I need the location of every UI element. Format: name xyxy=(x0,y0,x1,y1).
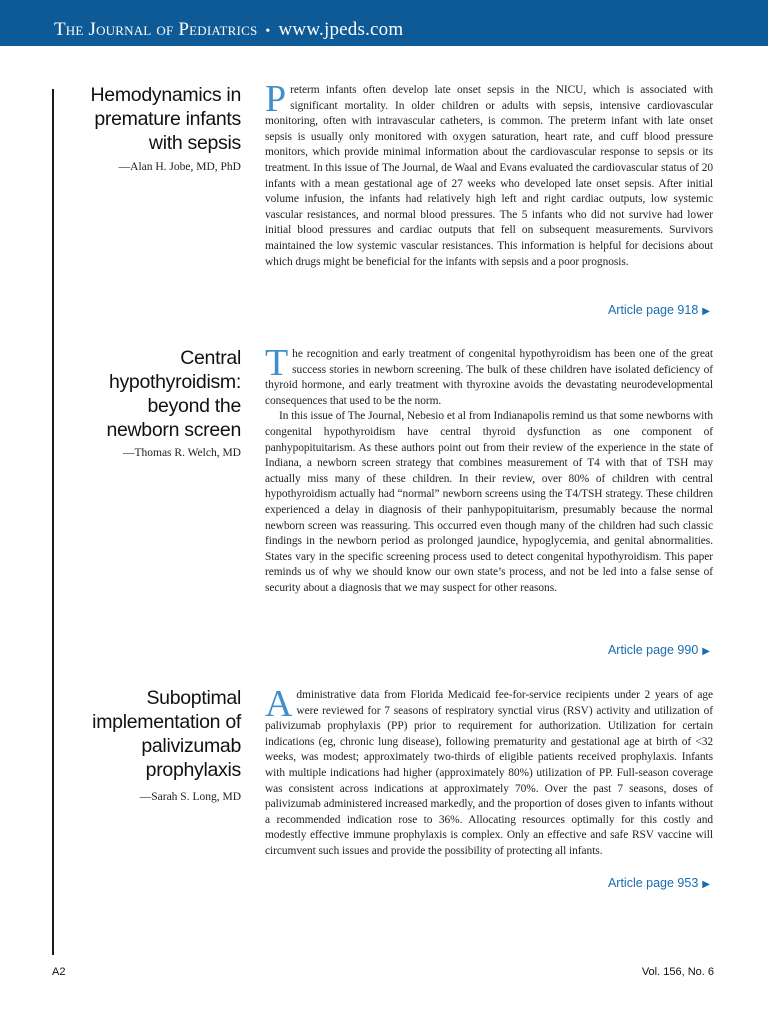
title-line: implementation of xyxy=(92,711,241,733)
article-title xyxy=(71,686,241,782)
volume-issue: Vol. 156, No. 6 xyxy=(641,966,714,978)
title-line: hypothyroidism: xyxy=(108,371,241,393)
article-body xyxy=(265,342,713,597)
title-line: Central xyxy=(180,347,241,369)
title-line: palivizumab xyxy=(141,735,241,757)
journal-name: The Journal of Pediatrics xyxy=(54,19,258,40)
header-separator: • xyxy=(265,24,271,39)
title-line: Hemodynamics in xyxy=(90,84,241,106)
paragraph: dministrative data from Florida Medicaid fee-for-service recipients under 2 years of age were reviewed for 7 seasons of respiratory synctial virus (RSV) activity and utilization of palivizumab prophylaxis (PP) prior to requirement for authorization. Utilization for certain indications (eg, chronic lung disease), following prematurity and gestational age at birth of <32 weeks, was modest; approximately two-thirds of eligible patients received prophylaxis. Infants with multiple indications had higher (approximately 80%) utilization of PP. Full-season coverage was consistent across indications at approximately 70%. Over the past 7 seasons, doses of palivizumab administered increased markedly, and the proportion of doses given to infants without a recommended indication rose to 36%. Allocating resources optimally for this costly and modestly effective immune prophylaxis is complex. Only an effective and safe RSV vaccine will circumvent such issues and provide the possibility of protecting all infants. xyxy=(265,689,713,857)
title-line: prophylaxis xyxy=(145,759,241,781)
article-page-label: Article page 990 xyxy=(607,643,699,657)
article-title xyxy=(71,346,241,442)
article-byline: —Alan H. Jobe, MD, PhD xyxy=(118,161,241,173)
drop-cap: P xyxy=(265,78,287,120)
article-page-link[interactable] xyxy=(608,303,710,317)
page-number: A2 xyxy=(52,966,66,978)
title-line: beyond the xyxy=(147,395,241,417)
article-page-link[interactable] xyxy=(608,876,710,890)
paragraph: he recognition and early treatment of congenital hypothyroidism has been one of the great success stories in newborn screening. The bulk of these children have isolated deficiency of thyroid hormone, and early treatment with thyroxine avoids the devastating neurodevelopmental consequences that used to be the norm. xyxy=(265,348,713,407)
article-page-label: Article page 953 xyxy=(607,876,699,890)
title-line: with sepsis xyxy=(148,132,241,154)
paragraph: reterm infants often develop late onset sepsis in the NICU, which is associated with significant mortality. In older children or adults with sepsis, intensive cardiovascular monitoring, often with intravascular catheters, is common. The preterm infant with late onset sepsis is usually only monitored with oxygen saturation, heart rate, and cuff blood pressure monitors, which provide minimal information about the cardiovascular response to sepsis or its treatment. In this issue of The Journal, de Waal and Evans evaluated the cardiovascular status of 20 infants with a mean gestational age of 27 weeks who developed late onset sepsis. After initial volume infusion, the infants had relatively high left and right cardiac outputs, low systemic vascular resistances, and normal blood pressures. The 5 infants who did not survive had lower initial blood pressures and cardiac outputs that fell on subsequent measurements. Survivors maintained the low systemic vascular resistances. This information is helpful for decisions about which drugs might be beneficial for the infants with sepsis and a poor prognosis. xyxy=(265,84,713,268)
paragraph: In this issue of The Journal, Nebesio et al from Indianapolis remind us that some newborns with congenital hypothyroidism have central thyroid dysfunction as one component of panhypopituitarism. As these authors point out from their review of the experience in the state of Indiana, a newborn screen strategy that combines measurement of T4 with that of TSH may actually miss many of these children. In their review, over 80% of children with central hypothyroidism actually had “normal” newborn screens using the T4/TSH strategy. These children experienced a delay in diagnosis of their panhypopituitarism, presumably because the normal newborn screen was reassuring. This occurred even though many of the children had such classic findings in the newborn period as prolonged jaundice, hypoglycemia, and genital abnormalities. States vary in the specific screening process used to detect congenital hypothyroidism. This paper reminds us of why we should know our own state’s process, and not be led into a false sense of security about a diagnosis that we may suspect for other reasons. xyxy=(265,410,713,594)
article-body xyxy=(265,78,713,270)
article-page-label: Article page 918 xyxy=(607,303,699,317)
article-body xyxy=(265,683,713,860)
drop-cap: T xyxy=(265,342,289,384)
left-vertical-rule xyxy=(52,89,54,955)
title-line: newborn screen xyxy=(106,419,241,441)
article-byline: —Sarah S. Long, MD xyxy=(139,791,241,803)
article-title xyxy=(71,83,241,155)
drop-cap: A xyxy=(265,683,293,725)
title-line: premature infants xyxy=(94,108,241,130)
right-triangle-icon: ▶ xyxy=(702,306,710,317)
journal-header-bar xyxy=(0,0,768,46)
article-page-link[interactable] xyxy=(608,643,710,657)
journal-url[interactable]: www.jpeds.com xyxy=(278,19,404,40)
right-triangle-icon: ▶ xyxy=(702,646,710,657)
title-line: Suboptimal xyxy=(146,687,241,709)
article-byline: —Thomas R. Welch, MD xyxy=(122,447,241,459)
right-triangle-icon: ▶ xyxy=(702,879,710,890)
